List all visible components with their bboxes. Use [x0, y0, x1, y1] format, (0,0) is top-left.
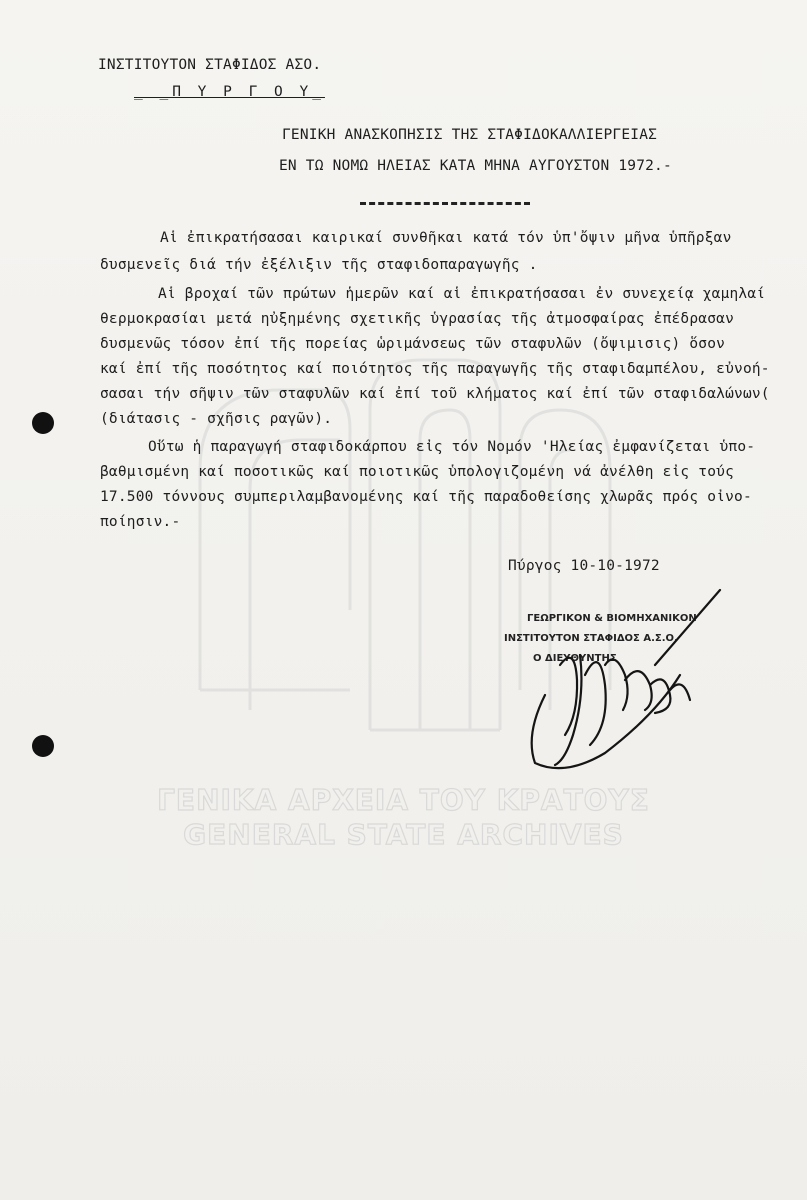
body-line: Οὕτω ἡ παραγωγή σταφιδοκάρπου εἰς τόν Νομόν 'Ηλείας ἐμφανίζεται ὑπο-	[148, 439, 756, 455]
body-line: δυσμενεῖς διά τήν ἐξέλιξιν τῆς σταφιδοπαραγωγῆς .	[100, 257, 538, 273]
body-line: ποίησιν.-	[100, 514, 181, 530]
body-line: Αἱ βροχαί τῶν πρώτων ἡμερῶν καί αἱ ἐπικρατήσασαι ἐν συνεχείᾳ χαμηλαί	[158, 286, 766, 302]
body-line: Αἱ ἐπικρατήσασαι καιρικαί συνθῆκαι κατά τόν ὑπ'ὄψιν μῆνα ὑπῆρξαν	[160, 230, 732, 246]
punch-hole	[32, 735, 54, 757]
body-line: καί ἐπί τῆς ποσότητος καί ποιότητος τῆς παραγωγῆς τῆς σταφιδαμπέλου, εὐνοή-	[100, 361, 770, 377]
body-line: βαθμισμένη καί ποσοτικῶς καί ποιοτικῶς ὑπολογιζομένη νά ἀνέλθη εἰς τούς	[100, 464, 735, 480]
city-name: _ _Π Υ Ρ Γ Ο Υ_	[134, 84, 325, 100]
stamp-line-2: ΙΝΣΤΙΤΟΥΤΟΝ ΣΤΑΦΙΔΟΣ Α.Σ.Ο.	[504, 633, 678, 644]
signature	[505, 585, 730, 780]
body-line: δυσμενῶς τόσον ἐπί τῆς πορείας ὡριμάνσεως τῶν σταφυλῶν (ὄψιμισις) ὅσον	[100, 336, 726, 352]
section-divider	[360, 202, 530, 205]
punch-hole	[32, 412, 54, 434]
body-line: (διάτασις - σχῆσις ραγῶν).	[100, 411, 333, 427]
report-title-line-1: ΓΕΝΙΚΗ ΑΝΑΣΚΟΠΗΣΙΣ ΤΗΣ ΣΤΑΦΙΔΟΚΑΛΛΙΕΡΓΕΙΑΣ	[282, 127, 658, 143]
report-title-line-2: ΕΝ ΤΩ ΝΟΜΩ ΗΛΕΙΑΣ ΚΑΤΑ ΜΗΝΑ ΑΥΓΟΥΣΤΟΝ 1972.-	[279, 158, 672, 174]
institute-name: ΙΝΣΤΙΤΟΥΤΟΝ ΣΤΑΦΙΔΟΣ ΑΣΟ.	[98, 57, 322, 73]
body-line: σασαι τήν σῆψιν τῶν σταφυλῶν καί ἐπί τοῦ κλήματος καί ἐπί τῶν σταφιδαλώνων(	[100, 386, 770, 402]
watermark-english: GENERAL STATE ARCHIVES	[183, 818, 624, 851]
stamp-line-1: ΓΕΩΡΓΙΚΟΝ & ΒΙΟΜΗΧΑΝΙΚΟΝ	[527, 613, 697, 624]
body-line: 17.500 τόννους συμπεριλαμβανομένης καί τῆς παραδοθείσης χλωρᾶς πρός οἰνο-	[100, 489, 752, 505]
dateline: Πύργος 10-10-1972	[508, 558, 660, 574]
watermark-greek: ΓΕΝΙΚΑ ΑΡΧΕΙΑ ΤΟΥ ΚΡΑΤΟΥΣ	[157, 784, 650, 817]
stamp-line-3: Ο ΔΙΕΥΘΥΝΤΗΣ	[533, 653, 617, 664]
body-line: θερμοκρασίαι μετά ηὐξημένης σχετικῆς ὑγρασίας τῆς ἀτμοσφαίρας ἐπέδρασαν	[100, 311, 735, 327]
